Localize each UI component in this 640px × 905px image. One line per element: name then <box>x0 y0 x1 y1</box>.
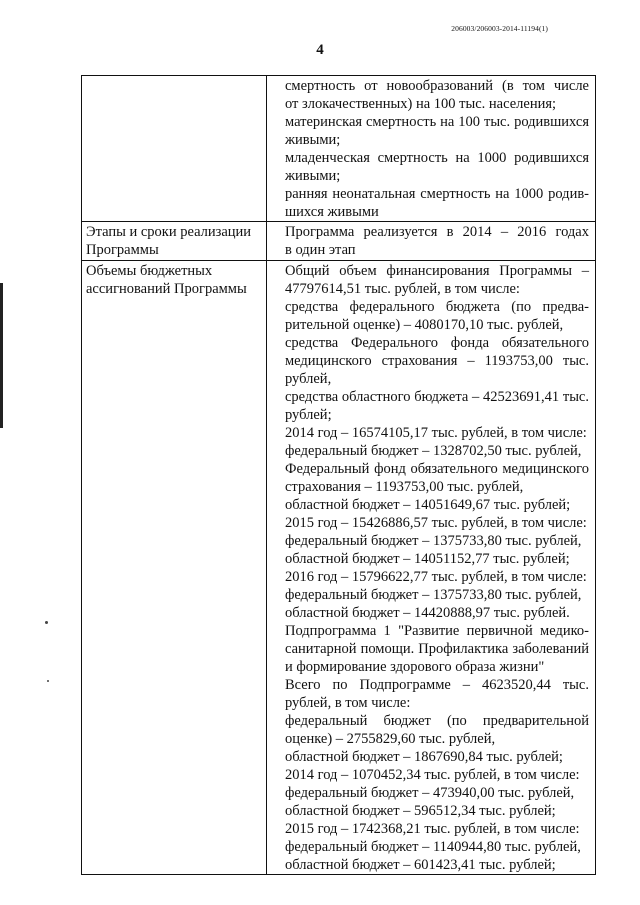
text-line: областной бюджет – 14420888,97 тыс. рублей. <box>285 605 570 621</box>
text-line: Подпрограмма 1 "Развитие первичной медико- <box>285 623 589 639</box>
table-row <box>82 261 596 875</box>
text-line: младенческая смертность на 1000 родившихся <box>285 150 589 166</box>
scan-speck <box>45 621 48 624</box>
text-line: федеральный бюджет – 1375733,80 тыс. рублей, <box>285 587 582 603</box>
text-line: 2015 год – 1742368,21 тыс. рублей, в том числе: <box>285 821 580 837</box>
text-line: смертность от новообразований (в том числе <box>285 78 589 94</box>
text-line: в один этап <box>285 242 356 258</box>
scan-speck <box>47 680 49 682</box>
text-line: рублей, <box>285 371 332 387</box>
text-line: страхования – 1193753,00 тыс. рублей, <box>285 479 524 495</box>
text-line: федеральный бюджет (по предварительной <box>285 713 589 729</box>
table-row <box>82 76 596 222</box>
row-content <box>267 222 596 261</box>
text-line: 2015 год – 15426886,57 тыс. рублей, в том числе: <box>285 515 587 531</box>
text-line: рублей; <box>285 407 332 423</box>
text-line: областной бюджет – 601423,41 тыс. рублей; <box>285 857 556 873</box>
text-line: Всего по Подпрограмме – 4623520,44 тыс. <box>285 677 589 693</box>
text-line: 2014 год – 16574105,17 тыс. рублей, в том числе: <box>285 425 587 441</box>
program-passport-table <box>81 75 596 875</box>
row-content <box>267 261 596 875</box>
text-line: санитарной помощи. Профилактика заболеваний <box>285 641 589 657</box>
text-line: областной бюджет – 14051649,67 тыс. рублей; <box>285 497 571 513</box>
text-line: 2016 год – 15796622,77 тыс. рублей, в том числе: <box>285 569 587 585</box>
text-line: материнская смертность на 100 тыс. родившихся <box>285 114 589 130</box>
text-line: рублей, в том числе: <box>285 695 411 711</box>
text-line: областной бюджет – 14051152,77 тыс. рублей; <box>285 551 570 567</box>
text-line: федеральный бюджет – 1140944,80 тыс. рублей, <box>285 839 581 855</box>
text-line: Программа реализуется в 2014 – 2016 годах <box>285 224 589 240</box>
row-label <box>82 76 267 222</box>
text-line: живыми; <box>285 168 341 184</box>
row-label: Объемы бюджетных ассигнований Программы <box>82 261 267 875</box>
text-line: и формирование здорового образа жизни" <box>285 659 545 675</box>
text-line: 2014 год – 1070452,34 тыс. рублей, в том числе: <box>285 767 580 783</box>
text-line: Федеральный фонд обязательного медицинского <box>285 461 589 477</box>
document-id: 206003/206003-2014-11194(1) <box>451 24 548 33</box>
text-line: живыми; <box>285 132 341 148</box>
text-line: медицинского страхования – 1193753,00 тыс. <box>285 353 589 369</box>
table-row <box>82 222 596 261</box>
text-line: федеральный бюджет – 1375733,80 тыс. рублей, <box>285 533 582 549</box>
page-number: 4 <box>316 42 324 58</box>
text-line: рительной оценке) – 4080170,10 тыс. рублей, <box>285 317 564 333</box>
text-line: федеральный бюджет – 1328702,50 тыс. рублей, <box>285 443 582 459</box>
text-line: шихся живыми <box>285 204 379 220</box>
text-line: ранняя неонатальная смертность на 1000 родив- <box>285 186 589 202</box>
scan-edge-mark <box>0 283 3 428</box>
text-line: областной бюджет – 596512,34 тыс. рублей; <box>285 803 556 819</box>
text-line: областной бюджет – 1867690,84 тыс. рублей; <box>285 749 563 765</box>
text-line: средства областного бюджета – 42523691,41 тыс. <box>285 389 589 405</box>
text-line: федеральный бюджет – 473940,00 тыс. рублей, <box>285 785 575 801</box>
text-line: средства федерального бюджета (по предва- <box>285 299 589 315</box>
text-line: 47797614,51 тыс. рублей, в том числе: <box>285 281 520 297</box>
text-line: от злокачественных) на 100 тыс. населения; <box>285 96 557 112</box>
text-line: средства Федерального фонда обязательного <box>285 335 589 351</box>
text-line: оценке) – 2755829,60 тыс. рублей, <box>285 731 496 747</box>
text-line: Общий объем финансирования Программы – <box>285 263 589 279</box>
row-label: Этапы и сроки реализации Программы <box>82 222 267 261</box>
row-content <box>267 76 596 222</box>
